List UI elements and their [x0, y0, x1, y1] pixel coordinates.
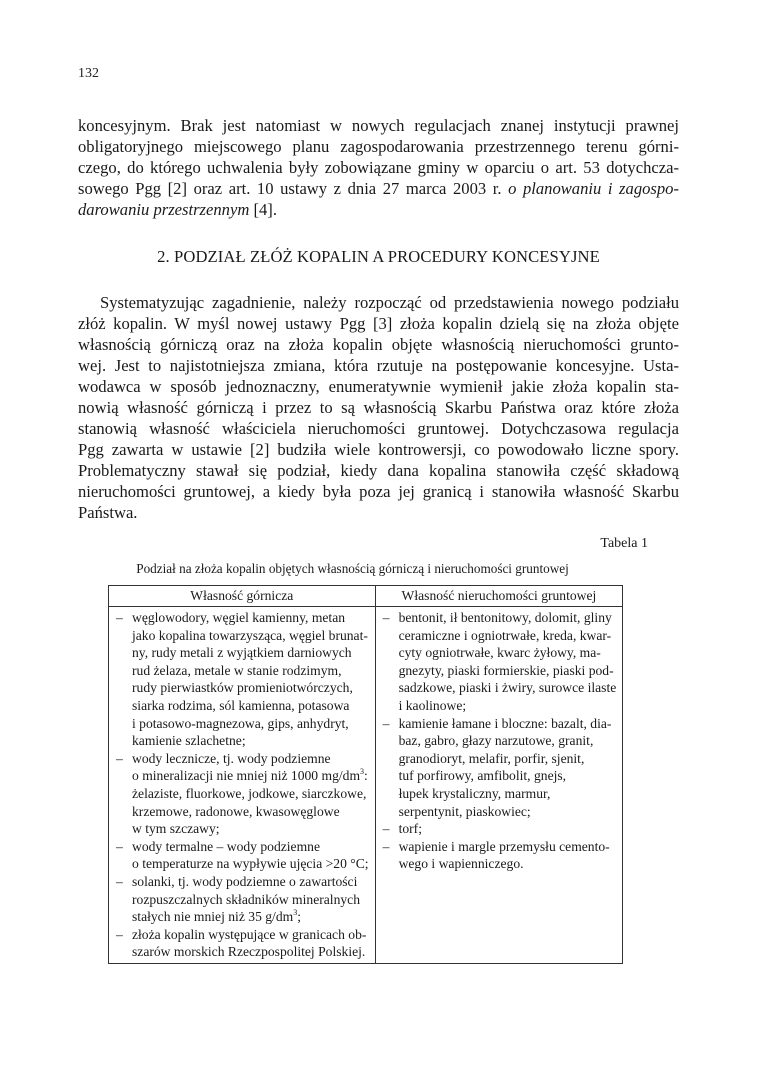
list-item-text: sadzkowe, piaski i żwiry, surowce ilaste	[398, 680, 617, 696]
list-item-text: i potasowo-magnezowa, gips, anhydryt,	[132, 715, 349, 731]
list-item	[382, 609, 617, 715]
list-item-text: gnezyty, piaski formierskie, piaski pod-	[398, 662, 614, 678]
page-number: 132	[78, 66, 99, 81]
list-item-text: solanki, tj. wody podziemne o zawartości	[132, 873, 358, 889]
list-item-line	[132, 873, 369, 891]
list-item-line	[132, 662, 369, 680]
list-item-text: baz, gabro, głazy narzutowe, granit,	[398, 733, 594, 749]
list-item	[115, 873, 369, 926]
text-line: Problematyczny stawał się podział, kiedy dana kopalina stanowiła część składową	[78, 461, 679, 480]
list-item-line	[132, 627, 369, 645]
column-header-mining-ownership: Własność górnicza	[109, 586, 376, 607]
text-line: obligatoryjnego miejscowego planu zagospodarowania przestrzennego terenu górni-	[78, 137, 679, 156]
list-item-line	[132, 767, 369, 785]
list-item-line	[399, 855, 617, 873]
list-item-line	[132, 679, 369, 697]
table-label: Tabela 1	[600, 536, 648, 551]
text-line	[78, 178, 679, 199]
italic-title: o planowaniu i zagospo-	[508, 179, 679, 198]
superscript: 3	[360, 767, 365, 777]
citation: [4].	[249, 200, 277, 219]
list-item-text: jako kopalina towarzysząca, węgiel brunat-	[132, 627, 368, 643]
table-header-row	[109, 586, 623, 607]
list-item-text: w tym szczawy;	[132, 821, 220, 837]
section-heading: 2. PODZIAŁ ZŁÓŻ KOPALIN A PROCEDURY KONCESYJNE	[157, 247, 600, 266]
list-item-text: kamienie łamane i bloczne: bazalt, dia-	[398, 715, 612, 731]
list-item-text: krzemowe, radonowe, kwasowęglowe	[132, 803, 340, 819]
list-item-text: serpentynit, piaskowiec;	[398, 803, 531, 819]
text-line: koncesyjnym. Brak jest natomiast w nowych regulacjach znanej instytucji prawnej	[78, 116, 679, 135]
dash-bullet: –	[382, 838, 390, 854]
punctuation: ;	[297, 909, 301, 925]
dash-bullet: –	[116, 873, 123, 889]
list-item-line	[132, 820, 369, 838]
italic-title: darowaniu przestrzennym	[78, 200, 250, 219]
list-item-line	[399, 803, 617, 821]
list-item-text: o temperaturze na wypływie ujęcia >20 °C;	[132, 856, 369, 872]
list-item-line	[399, 820, 617, 838]
dash-list	[115, 609, 369, 961]
text-line: wodawca w sposób jednoznaczny, enumeratywnie wymienił jakie złoża kopalin sta-	[78, 377, 679, 396]
list-item	[115, 926, 369, 961]
list-item-text: wapienie i margle przemysłu cemento-	[398, 838, 610, 854]
dash-bullet: –	[382, 821, 390, 837]
mineral-ownership-table	[108, 585, 623, 964]
list-item-text: łupek krystaliczny, marmur,	[398, 785, 551, 801]
list-item-text: siarka rodzima, sól kamienna, potasowa	[132, 697, 350, 713]
list-item-line	[132, 838, 369, 856]
list-item-line	[132, 785, 369, 803]
list-item-text: granodioryt, melafir, porfir, sjenit,	[398, 750, 585, 766]
list-item-text: węglowodory, węgiel kamienny, metan	[132, 610, 346, 625]
dash-bullet: –	[382, 610, 390, 625]
list-item-line	[399, 750, 617, 768]
list-item-text: i kaolinowe;	[398, 697, 467, 713]
text-line: własnością górniczą oraz na złoża kopalin objęte własnością nieruchomości grunto-	[78, 335, 679, 354]
list-item-line	[132, 891, 369, 909]
dash-bullet: –	[116, 926, 123, 942]
list-item-line	[132, 943, 369, 961]
list-item-text: rudy pierwiastków promieniotwórczych,	[132, 680, 353, 696]
text-line: Systematyzując zagadnienie, należy rozpocząć od przedstawienia nowego podziału	[100, 293, 679, 312]
list-item-text: złoża kopalin występujące w granicach ob-	[132, 926, 367, 942]
list-item-line	[399, 627, 617, 645]
list-item-text: kamienie szlachetne;	[132, 733, 246, 749]
list-item-line	[399, 838, 617, 856]
list-item-line	[132, 609, 369, 627]
list-item-text: rud żelaza, metale w stanie rodzimym,	[132, 662, 342, 678]
list-item-text: o mineralizacji nie mniej niż 1000 mg/dm	[132, 768, 361, 784]
paragraph-body	[78, 292, 679, 523]
list-item-text: ny, rudy metali z wyjątkiem darniowych	[132, 645, 352, 661]
list-item-text: rozpuszczalnych składników mineralnych	[132, 891, 360, 907]
list-item-text: torf;	[398, 821, 422, 837]
column-header-land-ownership: Własność nieruchomości gruntowej	[375, 586, 623, 607]
list-item-line	[399, 767, 617, 785]
text-line: wej. Jest to najistotniejsza zmiana, która rzutuje na postępowanie koncesyjne. Usta-	[78, 356, 679, 375]
dash-bullet: –	[382, 715, 390, 731]
list-item-text: wody termalne – wody podziemne	[132, 838, 320, 854]
list-item-text: wody lecznicze, tj. wody podziemne	[132, 750, 331, 766]
list-item-line	[132, 715, 369, 733]
paragraph-continuation	[78, 115, 679, 220]
list-item-text: szarów morskich Rzeczpospolitej Polskiej.	[132, 944, 366, 960]
list-item	[382, 838, 617, 873]
list-item-text: żelaziste, fluorkowe, jodkowe, siarczkowe,	[132, 785, 367, 801]
list-item-line	[399, 697, 617, 715]
text-line: stanowią własność właściciela nieruchomości gruntowej. Dotychczasowa regulacja	[78, 419, 679, 438]
list-item-line	[132, 908, 369, 926]
text-line: czego, do którego uchwalenia były zobowiązane gminy w oparciu o art. 53 dotychcza-	[78, 158, 679, 177]
list-item-line	[399, 679, 617, 697]
list-item-text: wego i wapienniczego.	[398, 856, 524, 872]
list-item-line	[132, 697, 369, 715]
list-item	[115, 609, 369, 750]
list-item	[382, 820, 617, 838]
table-caption: Podział na złoża kopalin objętych własnością górniczą i nieruchomości gruntowej	[136, 561, 569, 576]
list-item-line	[399, 732, 617, 750]
table-row	[109, 607, 623, 964]
list-item	[382, 715, 617, 821]
list-item-line	[132, 855, 369, 873]
table-cell-mining-ownership	[109, 607, 376, 964]
list-item-line	[399, 644, 617, 662]
text-line	[78, 199, 679, 220]
text-line: Państwa.	[78, 503, 138, 522]
text-line: nieruchomości gruntowej, a kiedy była poza jej granicą i stanowiła własność Skarbu	[78, 482, 679, 501]
list-item-line	[399, 609, 617, 627]
dash-list	[382, 609, 617, 873]
table-cell-land-ownership	[375, 607, 623, 964]
list-item-line	[132, 803, 369, 821]
list-item-line	[399, 662, 617, 680]
dash-bullet: –	[116, 610, 123, 625]
text-span: sowego Pgg [2] oraz art. 10 ustawy z dnia 27 marca 2003 r.	[78, 179, 509, 198]
text-line: Pgg zawarta w ustawie [2] budziła wiele kontrowersji, co powodowało liczne spory.	[78, 440, 679, 459]
list-item-line	[399, 785, 617, 803]
list-item	[115, 750, 369, 838]
list-item-text: bentonit, ił bentonitowy, dolomit, gliny	[398, 610, 612, 625]
text-line: nowią własność górniczą i przez to są własnością Skarbu Państwa oraz które złoża	[78, 398, 679, 417]
list-item	[115, 838, 369, 873]
punctuation: :	[364, 768, 368, 784]
dash-bullet: –	[116, 838, 123, 854]
list-item-text: tuf porfirowy, amfibolit, gnejs,	[398, 768, 567, 784]
list-item-text: ceramiczne i ogniotrwałe, kreda, kwar-	[398, 627, 612, 643]
text-line: złóż kopalin. W myśl nowej ustawy Pgg [3] złoża kopalin dzielą się na złoża objęte	[78, 314, 679, 333]
list-item-line	[132, 644, 369, 662]
list-item-text: stałych nie mniej niż 35 g/dm	[132, 909, 294, 925]
list-item-text: cyty ogniotrwałe, kwarc żyłowy, ma-	[398, 645, 601, 661]
list-item-line	[132, 750, 369, 768]
list-item-line	[132, 732, 369, 750]
list-item-line	[132, 926, 369, 944]
superscript: 3	[293, 908, 298, 918]
dash-bullet: –	[116, 750, 123, 766]
list-item-line	[399, 715, 617, 733]
